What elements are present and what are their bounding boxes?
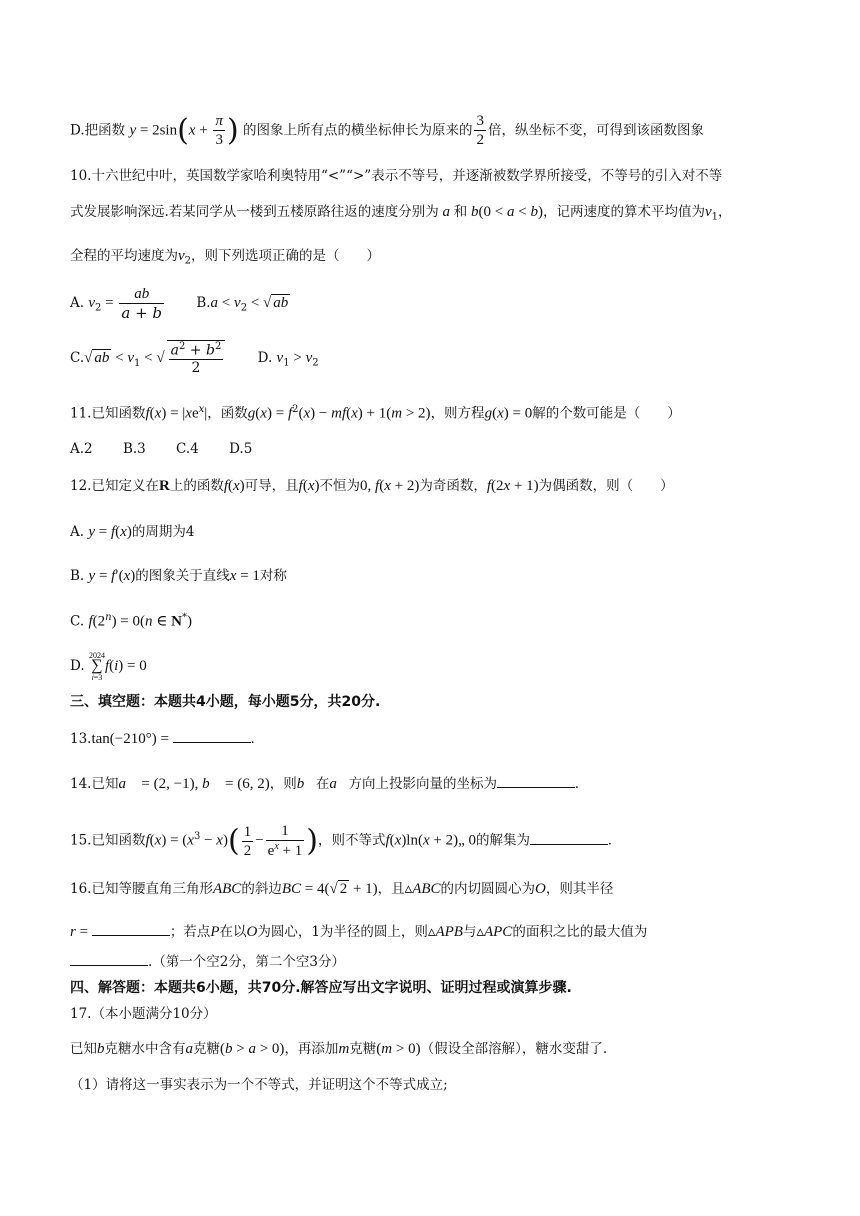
q14-answer-blank[interactable]	[497, 775, 575, 788]
q16-line3: .（第一个空2分，第二个空3分）	[70, 953, 820, 971]
q9d-formula: y	[129, 122, 137, 139]
q9d-label: D.把函数	[70, 122, 126, 139]
q11-option-c: C.4	[176, 441, 199, 457]
q13: 13.tan(−210°) = .	[70, 731, 255, 747]
pi-over-3: $\frac{\pi}{3}$	[215, 113, 223, 149]
q11-options	[70, 441, 820, 458]
q16-line1: 16.已知等腰直角三角形ABC的斜边BC = 4(√ 2 + 1)，且▵ABC的内切圆圆心为O，则其半径	[70, 881, 614, 897]
q10-option-d: D. $v_1 > v_2$	[257, 350, 319, 369]
q12-option-a: A. y = f(x)的周期为4	[70, 524, 195, 540]
q17-title: 17.（本小题满分10分）	[70, 1006, 217, 1022]
q9d-times: 倍，纵坐标不变，可得到该函数图象	[487, 122, 704, 139]
three-halves: $\frac{3}{2}$	[476, 113, 484, 149]
q16-answer-blank-2[interactable]	[70, 953, 148, 966]
q17-line1: 已知b克糖水中含有a克糖(b > a > 0)，再添加m克糖(m > 0)（假设全部溶解），糖水变甜了.	[70, 1041, 608, 1057]
q11-option-d: D.5	[229, 441, 253, 457]
q15-answer-blank[interactable]	[530, 832, 608, 845]
q11-option-a: A.2	[70, 441, 93, 457]
q11-stem: 11.已知函数$f(x) = |xe^x|$，函数$g(x) = f^2(x) - mf(x) + 1(m > 2)$，则方程g(x) = 0解的个数可能是（ ）	[70, 404, 681, 422]
section-3-heading: 三、填空题：本题共4小题，每小题5分，共20分.	[70, 694, 381, 710]
q12-option-c: C. $f(2^n) = 0(n$ ∈ N*)	[70, 612, 192, 630]
q15: 15.已知函数$f(x) = (x^3 - x)$( $\frac{1}{2}$ − $\frac{1}{e^x + 1}$ )，则不等式f(x)ln(x + 2)„ 0的解集为 .	[70, 823, 612, 859]
q10-line1: 10.十六世纪中叶，英国数学家哈利奥特用“<”“>”表示不等号，并逐渐被数学界所接受，不等号的引入对不等	[70, 168, 723, 184]
q13-answer-blank[interactable]	[173, 730, 251, 743]
section-4-heading: 四、解答题：本题共6小题，共70分.解答应写出文字说明、证明过程或演算步骤.	[70, 980, 572, 996]
q12-stem: 12.已知定义在R上的函数f(x)可导，且f(x)不恒为0, f(x + 2)为奇函数，f(2x + 1)为偶函数，则（ ）	[70, 478, 674, 494]
q11-option-b: B.3	[122, 441, 146, 457]
q10-line2: 式发展影响深远.若某同学从一楼到五楼原路往返的速度分别为 a 和 b(0 < a < b)，记两速度的算术平均值为$v_1$，	[70, 204, 732, 223]
q16-line2: r = ；若点P在以O为圆心，1为半径的圆上，则▵APB与▵APC的面积之比的最大值为	[70, 924, 648, 940]
q17-part1: （1）请将这一事实表示为一个不等式，并证明这个不等式成立;	[70, 1077, 448, 1093]
q14: 14.已知a⃗ = (2, −1), b⃗ = (6, 2)，则b⃗在a⃗方向上投影向量的坐标为 .	[70, 776, 579, 792]
q9d-text: 的图象上所有点的横坐标伸长为原来的	[242, 122, 473, 139]
q10-option-a: A. $v_2$ = $\frac{ab}{a + b}$	[70, 286, 163, 322]
q10-line3: 全程的平均速度为$v_2$，则下列选项正确的是（ ）	[70, 248, 381, 267]
q10-option-c: C.√ ab < $v_1$ < √ $\frac{a^2 + b^2}{2}$	[70, 340, 227, 377]
q12-option-d: D. 2024 ∑ i=3 f(i) = 0	[70, 651, 147, 682]
q10-options-ab	[70, 285, 820, 322]
q12-option-b: B. y = f′(x)的图象关于直线x = 1对称	[70, 568, 287, 584]
q10-option-b: $B.a < v_2$ < √ ab	[196, 295, 289, 314]
q16-answer-blank-1[interactable]	[92, 923, 170, 936]
q10-options-cd	[70, 340, 820, 377]
q9-option-d: D.把函数 y = 2sin(x + $\frac{\pi}{3}$ ) 的图象上所有点的横坐标伸长为原来的 $\frac{3}{2}$ 倍，纵坐标不变，可得到该函数图象	[70, 113, 704, 149]
